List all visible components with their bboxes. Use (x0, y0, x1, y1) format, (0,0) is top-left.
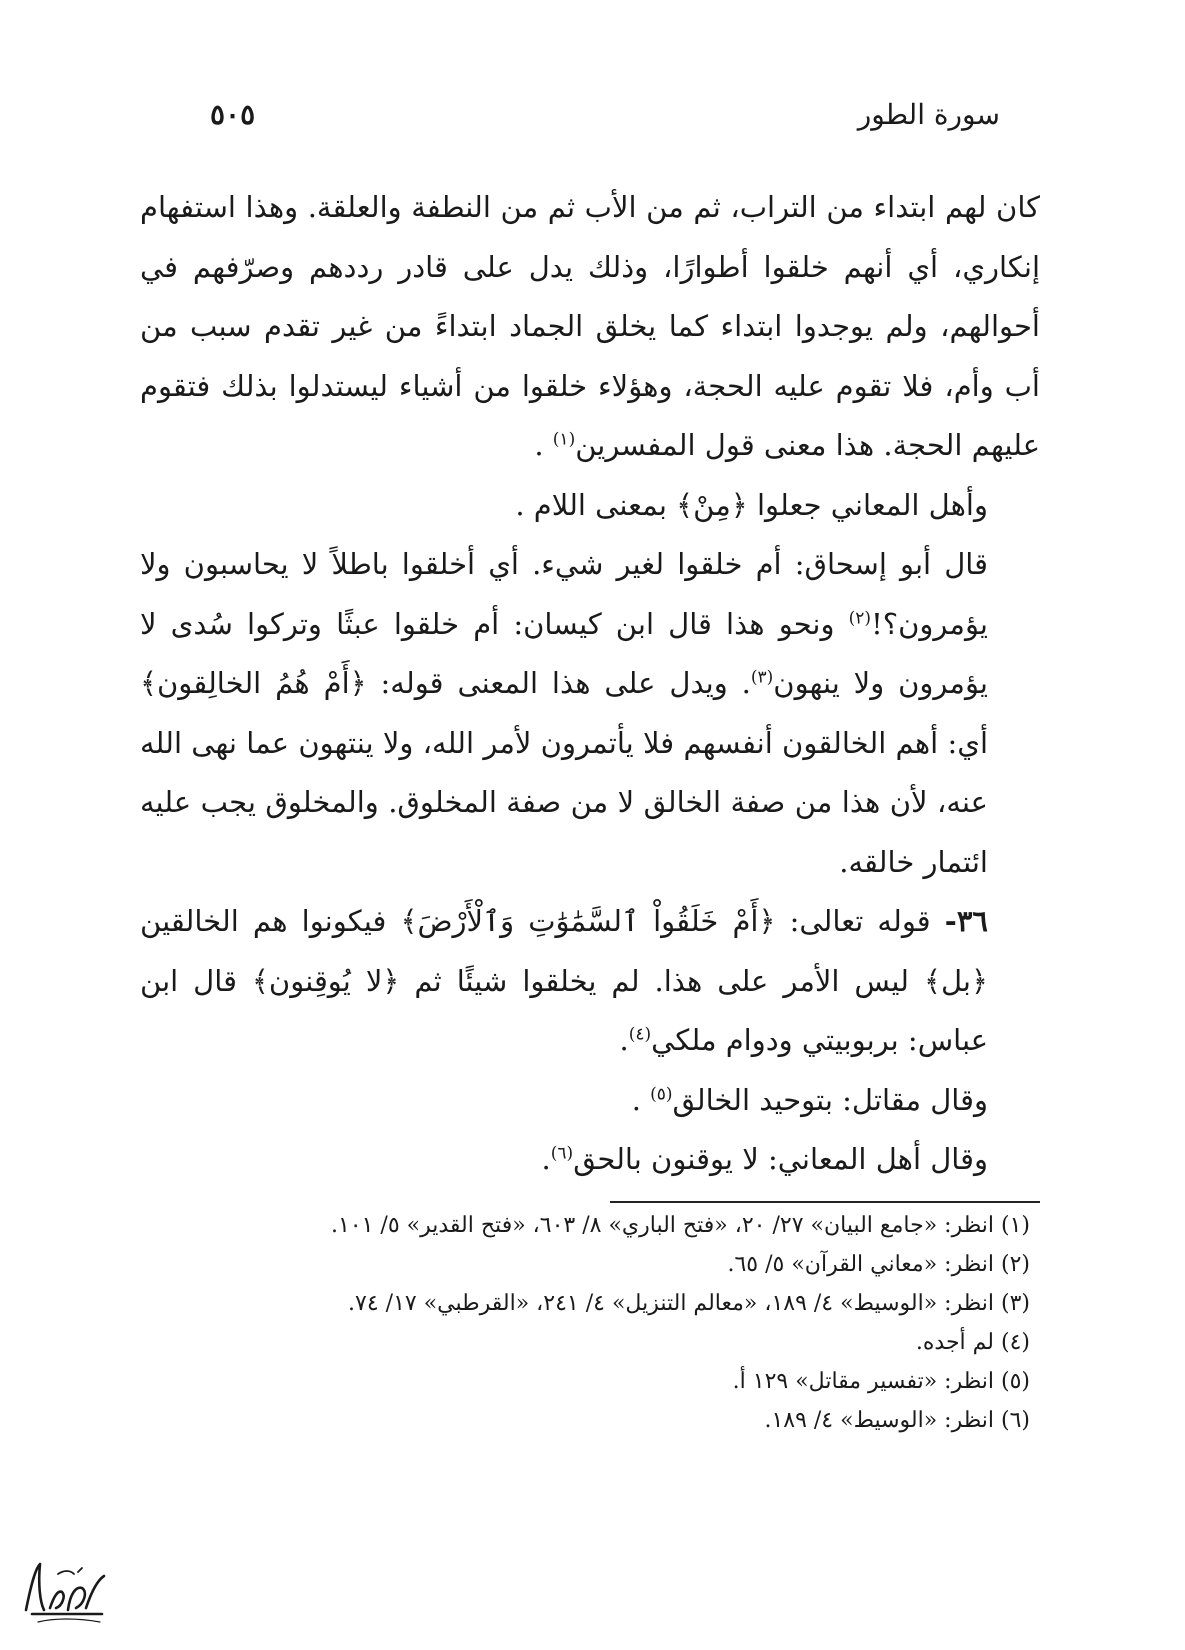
paragraph-1-end: . (534, 428, 553, 462)
paragraph-1-text: كان لهم ابتداء من التراب، ثم من الأب ثم من النطفة والعلقة. وهذا استفهام إنكاري، أي أنهم خلقوا أطوارًا، وذلك يدل على قادر رددهم وصرّفهم في أحوالهم، ولم يوجدوا ابتداء كما يخلق الجماد ابتداءً من غير تقدم سبب من أب وأم، فلا تقوم عليه الحجة، وهؤلاء خلقوا من أشياء ليستدلوا بذلك فتقوم عليهم الحجة. هذا معنى قول المفسرين (140, 190, 1040, 462)
paragraph-6-end: . (541, 1142, 551, 1176)
paragraph-5 (140, 1071, 1040, 1131)
paragraph-3-text-b: ونحو هذا قال ابن كيسان: أم خلقوا عبثًا وتركوا سُدى لا يؤمرون ولا ينهون (140, 606, 989, 700)
footnote-ref-5: (٥) (650, 1083, 673, 1104)
paragraph-2-text: وأهل المعاني جعلوا ﴿مِنْ﴾ بمعنى اللام . (515, 487, 988, 522)
running-title: سورة الطور (857, 98, 1000, 131)
footnote-4: (٤) لم أجده. (915, 1330, 1030, 1355)
footnote-1: (١) انظر: «جامع البيان» ٢٧/ ٢٠، «فتح الباري» ٨/ ٦٠٣، «فتح القدير» ٥/ ١٠١. (330, 1213, 1030, 1238)
paragraph-3 (140, 535, 1040, 892)
paragraph-6 (140, 1130, 1040, 1190)
paragraph-4-end: . (619, 1023, 629, 1057)
paragraph-4 (140, 892, 1040, 1071)
page-header (210, 98, 1000, 142)
footnotes (140, 1206, 1030, 1440)
paragraph-4-text: قوله تعالى: ﴿أَمْ خَلَقُواْ ٱلسَّمَٰوَٰتِ وَٱلْأَرْضَ﴾ فيكونوا هم الخالقين ﴿بل﴾ ليس الأمر على هذا. لم يخلقوا شيئًا ثم ﴿لا يُوقِنون﴾ قال ابن عباس: بربوبيتي ودوام ملكي (140, 904, 988, 1057)
footnote-ref-6: (٦) (550, 1143, 574, 1164)
paragraph-1 (140, 178, 1040, 476)
footnote-5: (٥) انظر: «تفسير مقاتل» ١٢٩ أ. (732, 1369, 1030, 1394)
paragraph-3-text-a: قال أبو إسحاق: أم خلقوا لغير شيء. أي أخلقوا باطلاً لا يحاسبون ولا يؤمرون؟! (140, 547, 988, 641)
footnote-ref-3: (٣) (750, 667, 774, 688)
publisher-stamp-logo (18, 1550, 110, 1628)
footnote-2: (٢) انظر: «معاني القرآن» ٥/ ٦٥. (727, 1252, 1030, 1277)
page-number: ٥٠٥ (210, 98, 256, 131)
footnote-ref-1: (١) (552, 429, 576, 450)
main-text (140, 178, 1040, 1190)
paragraph-3-text-c: . ويدل على هذا المعنى قوله: ﴿أَمْ هُمُ الخالِقون﴾ أي: أهم الخالقون أنفسهم فلا يأتمرون لأمر الله، ولا ينتهون عما نهى الله عنه، لأن هذا من صفة الخالق لا من صفة المخلوق. والمخلوق يجب عليه ائتمار خالقه. (140, 666, 988, 879)
paragraph-2 (140, 476, 1040, 536)
footnote-6: (٦) انظر: «الوسيط» ٤/ ١٨٩. (764, 1408, 1030, 1433)
paragraph-6-text: وقال أهل المعاني: لا يوقنون بالحق (573, 1142, 988, 1176)
footnote-3: (٣) انظر: «الوسيط» ٤/ ١٨٩، «معالم التنزيل» ٤/ ٢٤١، «القرطبي» ١٧/ ٧٤. (348, 1291, 1030, 1316)
footnote-divider (610, 1201, 1040, 1203)
paragraph-5-end: . (631, 1082, 651, 1117)
verse-number: ٣٦- (944, 904, 988, 938)
footnote-ref-4: (٤) (628, 1024, 652, 1045)
footnote-ref-2: (٢) (848, 607, 872, 628)
paragraph-5-text: وقال مقاتل: بتوحيد الخالق (672, 1082, 988, 1117)
